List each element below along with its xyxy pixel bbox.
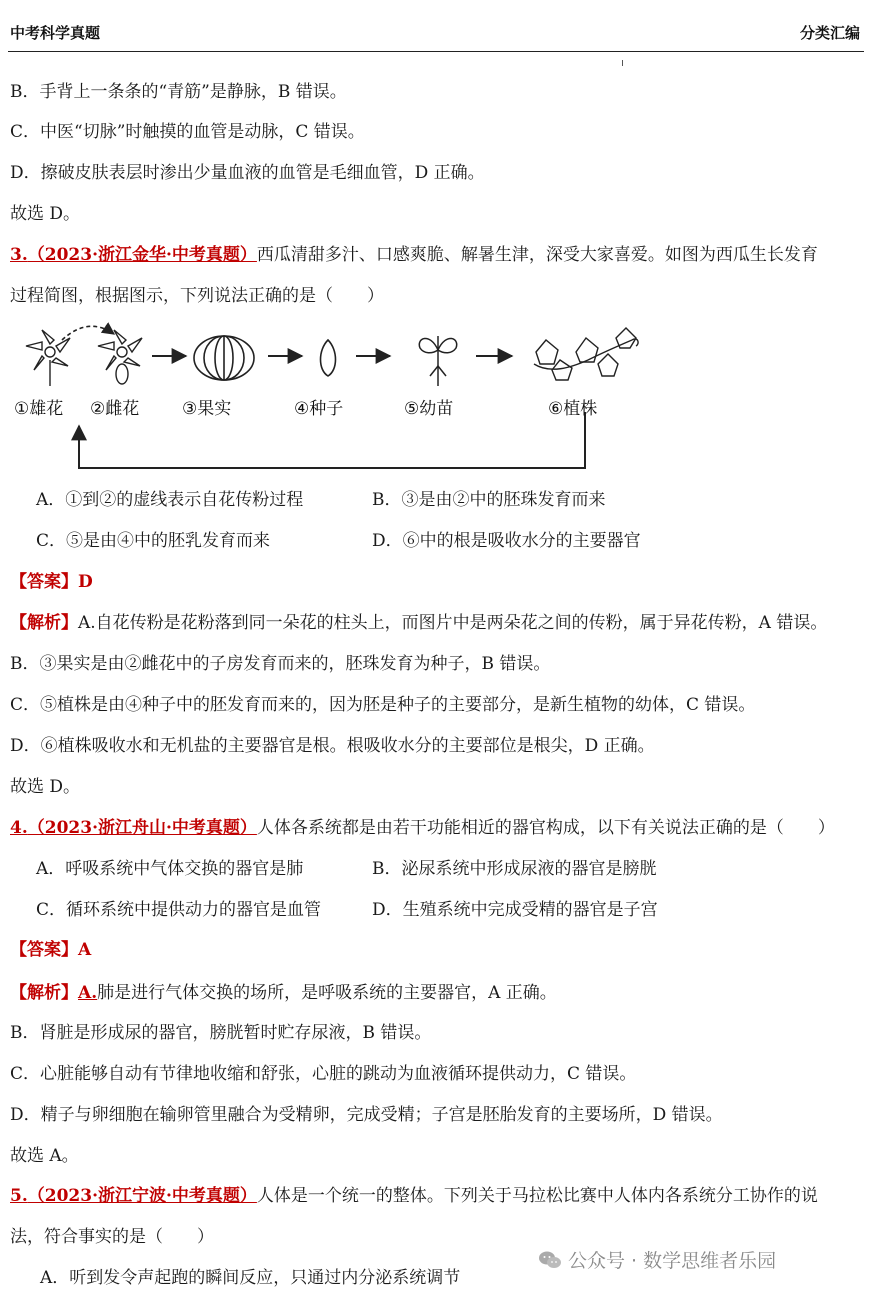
prev-analysis-d: D．擦破皮肤表层时渗出少量血液的血管是毛细血管，D 正确。 (10, 163, 485, 183)
header-title: 中考科学真题 (10, 24, 101, 42)
analysis-lead: A. (78, 983, 98, 1003)
analysis-tag: 【解析】 (10, 983, 78, 1003)
watermark-text: 公众号 · 数学思维者乐园 (568, 1250, 777, 1272)
watermelon-growth-diagram (10, 322, 640, 472)
diagram-label: ③果实 (182, 399, 232, 419)
answer-tag: 【答案】 (10, 940, 78, 960)
q3-analysis-d: D．⑥植株吸收水和无机盐的主要器官是根。根吸收水分的主要部位是根尖，D 正确。 (10, 736, 655, 756)
seed-icon (321, 340, 336, 376)
q4-analysis-d: D．精子与卵细胞在输卵管里融合为受精卵，完成受精；子宫是胚胎发育的主要场所，D 错误。 (10, 1105, 723, 1125)
prev-analysis-b: B．手背上一条条的“青筋”是静脉，B 错误。 (10, 82, 347, 102)
q3-stem-line1 (10, 243, 818, 267)
diagram-label: ⑥植株 (548, 399, 598, 419)
female-flower-icon (98, 330, 142, 384)
q4-source: （2023·浙江舟山·中考真题） (27, 818, 257, 838)
q4-pick: 故选 A。 (10, 1146, 79, 1166)
q4-analysis-c: C．心脏能够自动有节律地收缩和舒张，心脏的跳动为血液循环提供动力，C 错误。 (10, 1064, 637, 1084)
q5-stem-line1 (10, 1184, 818, 1208)
seedling-icon (419, 336, 456, 386)
q3-analysis-b: B．③果实是由②雌花中的子房发育而来的，胚珠发育为种子，B 错误。 (10, 654, 551, 674)
analysis-text: 肺是进行气体交换的场所，是呼吸系统的主要器官，A 正确。 (97, 983, 557, 1003)
q3-option-b: B．③是由②中的胚珠发育而来 (372, 490, 606, 510)
q4-analysis-a (10, 981, 557, 1005)
q5-option-a: A．听到发令声起跑的瞬间反应，只通过内分泌系统调节 (40, 1268, 461, 1288)
life-cycle-return-line (79, 412, 585, 468)
q5-stem-line2: 法，符合事实的是（ ） (10, 1227, 214, 1247)
q3-option-c: C．⑤是由④中的胚乳发育而来 (36, 531, 271, 551)
answer-value: D (78, 572, 93, 592)
header-divider (8, 51, 864, 52)
q4-answer (10, 938, 91, 962)
analysis-tag: 【解析】 (10, 613, 78, 633)
q3-analysis-a (10, 611, 827, 635)
answer-value: A (78, 940, 92, 960)
q3-pick: 故选 D。 (10, 777, 81, 797)
watermark (538, 1246, 776, 1273)
q4-option-b: B．泌尿系统中形成尿液的器官是膀胱 (372, 859, 657, 879)
q3-option-d: D．⑥中的根是吸收水分的主要器官 (372, 531, 641, 551)
q4-stem (10, 816, 835, 840)
q4-option-a: A．呼吸系统中气体交换的器官是肺 (36, 859, 304, 879)
q4-stem-text: 人体各系统都是由若干功能相近的器官构成，以下有关说法正确的是（ ） (256, 818, 835, 838)
q3-stem-line2: 过程简图，根据图示，下列说法正确的是（ ） (10, 286, 384, 306)
answer-tag: 【答案】 (10, 572, 78, 592)
q3-number: 3. (10, 245, 28, 265)
prev-pick: 故选 D。 (10, 204, 81, 224)
q3-source: （2023·浙江金华·中考真题） (27, 245, 257, 265)
diagram-label: ①雄花 (14, 399, 64, 419)
q4-option-c: C．循环系统中提供动力的器官是血管 (36, 900, 322, 920)
diagram-label: ⑤幼苗 (404, 399, 454, 419)
q3-stem: 西瓜清甜多汁、口感爽脆、解暑生津，深受大家喜爱。如图为西瓜生长发育 (256, 245, 818, 265)
q3-analysis-c: C．⑤植株是由④种子中的胚发育而来的，因为胚是种子的主要部分，是新生植物的幼体，C 错误。 (10, 695, 756, 715)
q3-answer (10, 570, 93, 594)
prev-analysis-c: C．中医“切脉”时触摸的血管是动脉，C 错误。 (10, 122, 365, 142)
q4-number: 4. (10, 818, 28, 838)
q5-stem: 人体是一个统一的整体。下列关于马拉松比赛中人体内各系统分工协作的说 (256, 1186, 818, 1206)
q5-source: （2023·浙江宁波·中考真题） (27, 1186, 257, 1206)
page-mark (622, 60, 623, 66)
plant-icon (534, 328, 638, 380)
q4-analysis-b: B．肾脏是形成尿的器官，膀胱暂时贮存尿液，B 错误。 (10, 1023, 432, 1043)
fruit-icon (194, 336, 254, 380)
diagram-label: ④种子 (294, 399, 344, 419)
q5-number: 5. (10, 1186, 28, 1206)
diagram-label: ②雌花 (90, 399, 140, 419)
header-category: 分类汇编 (799, 24, 860, 42)
wechat-icon (538, 1250, 562, 1270)
q3-option-a: A．①到②的虚线表示自花传粉过程 (36, 490, 304, 510)
analysis-text: A.自花传粉是花粉落到同一朵花的柱头上，而图片中是两朵花之间的传粉，属于异花传粉，A 错误。 (78, 613, 828, 633)
q4-option-d: D．生殖系统中完成受精的器官是子宫 (372, 900, 658, 920)
